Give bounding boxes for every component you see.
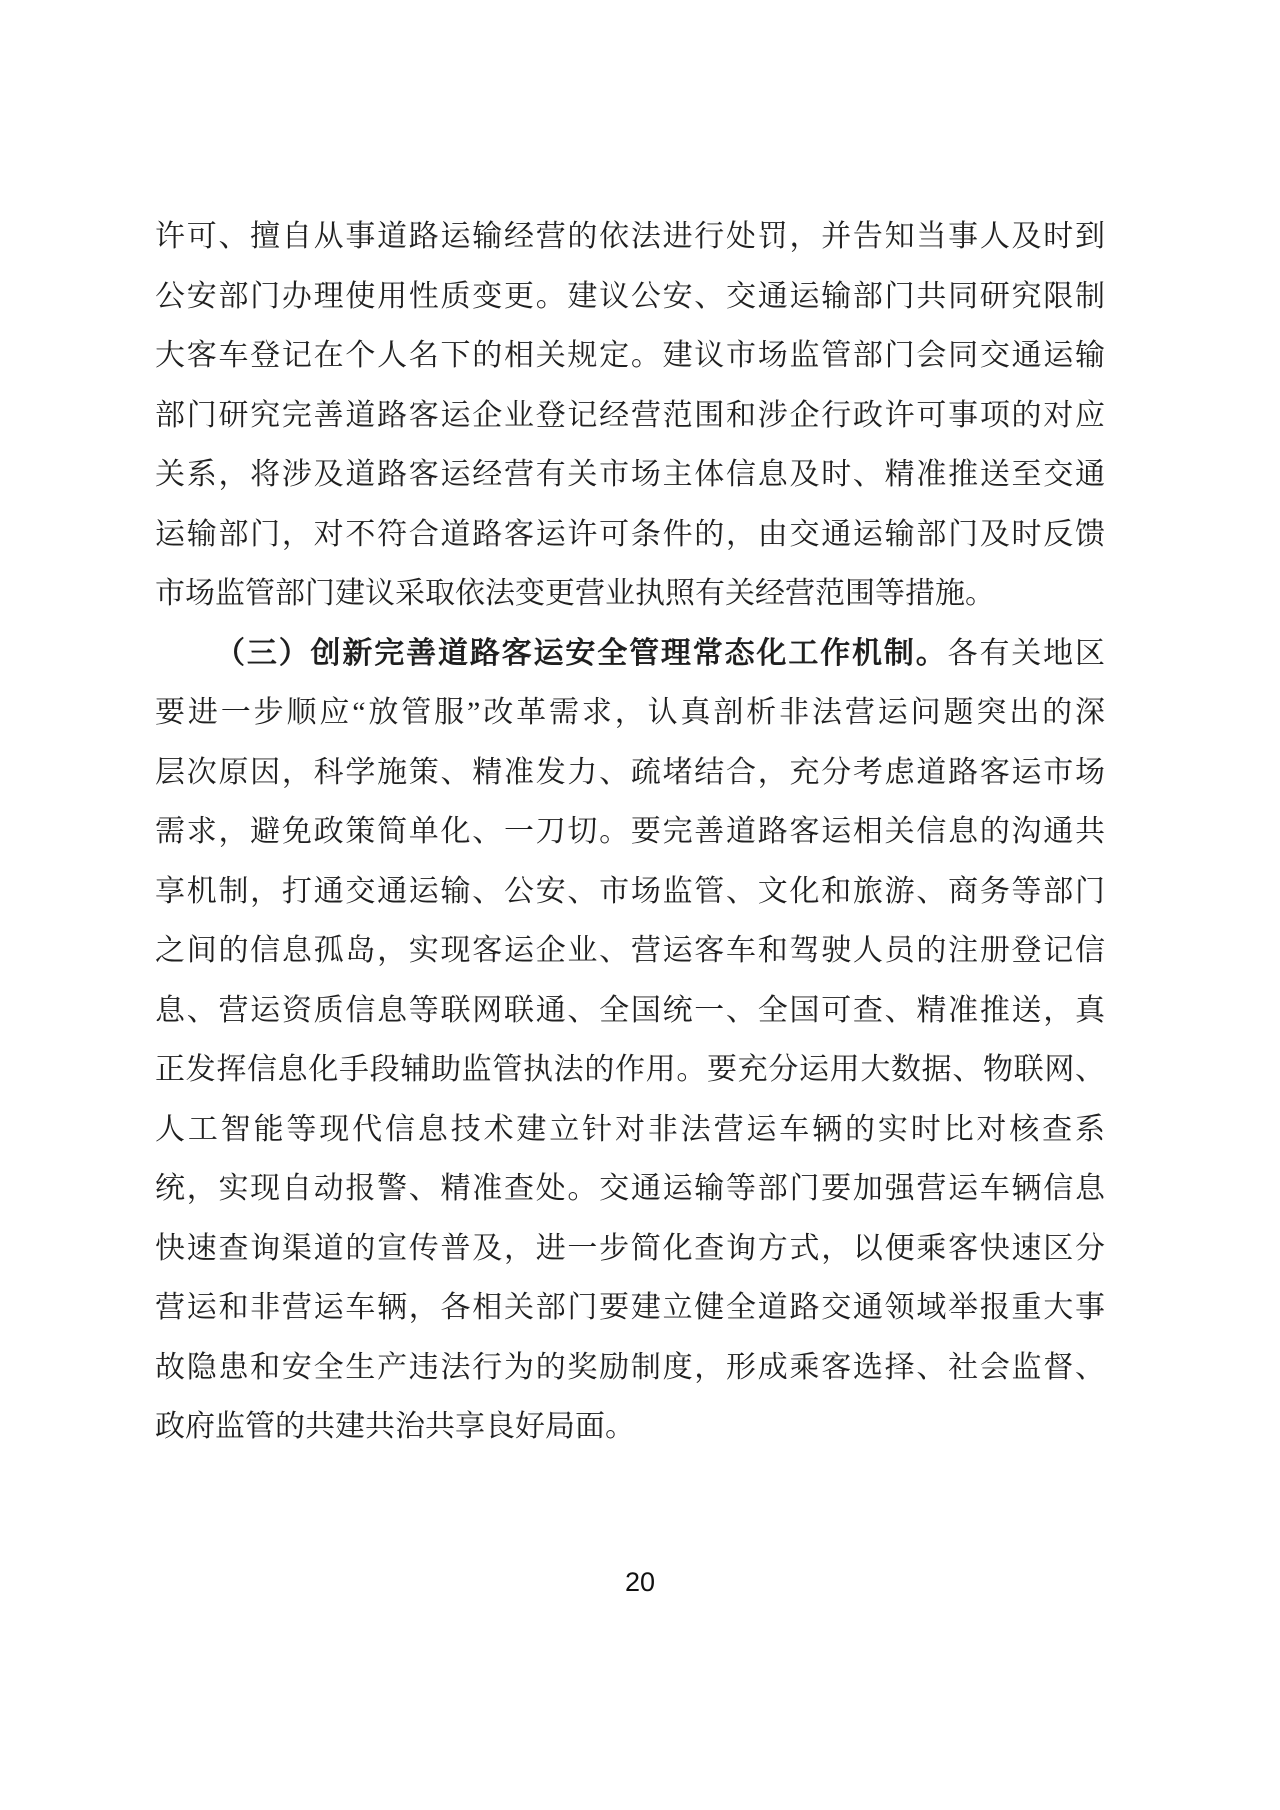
body-line: 要进一步顺应“放管服”改革需求，认真剖析非法营运问题突出的深 [155,696,1105,729]
body-line: 大客车登记在个人名下的相关规定。建议市场监管部门会同交通运输 [155,339,1105,372]
body-line: 需求，避免政策简单化、一刀切。要完善道路客运相关信息的沟通共 [155,815,1105,848]
body-line: 部门研究完善道路客运企业登记经营范围和涉企行政许可事项的对应 [155,398,1105,432]
text-block [155,207,1105,1457]
body-line: 息、营运资质信息等联网联通、全国统一、全国可查、精准推送，真 [155,993,1105,1027]
body-line: 之间的信息孤岛，实现客运企业、营运客车和驾驶人员的注册登记信 [155,934,1105,967]
body-line: 快速查询渠道的宣传普及，进一步简化查询方式，以便乘客快速区分 [155,1231,1105,1265]
body-line: 人工智能等现代信息技术建立针对非法营运车辆的实时比对核查系 [155,1112,1105,1146]
section-3-heading-tail: 各有关地区 [947,636,1105,670]
body-line: 运输部门，对不符合道路客运许可条件的，由交通运输部门及时反馈 [155,517,1105,551]
section-3-heading: （三）创新完善道路客运安全管理常态化工作机制。 [215,636,948,670]
body-line: 公安部门办理使用性质变更。建议公安、交通运输部门共同研究限制 [155,279,1105,313]
body-line: 关系，将涉及道路客运经营有关市场主体信息及时、精准推送至交通 [155,458,1105,491]
body-line: 层次原因，科学施策、精准发力、疏堵结合，充分考虑道路客运市场 [155,755,1105,789]
body-line: 许可、擅自从事道路运输经营的依法进行处罚，并告知当事人及时到 [155,220,1105,253]
body-line: 正发挥信息化手段辅助监管执法的作用。要充分运用大数据、物联网、 [155,1053,1105,1086]
section-3-heading-line [155,624,1105,684]
body-line: 营运和非营运车辆，各相关部门要建立健全道路交通领域举报重大事 [155,1291,1105,1324]
page-number: 20 [624,1567,656,1597]
body-line: 故隐患和安全生产违法行为的奖励制度，形成乘客选择、社会监督、 [155,1350,1105,1384]
body-line: 市场监管部门建议采取依法变更营业执照有关经营范围等措施。 [155,577,995,610]
body-line: 享机制，打通交通运输、公安、市场监管、文化和旅游、商务等部门 [155,874,1105,908]
body-line: 统，实现自动报警、精准查处。交通运输等部门要加强营运车辆信息 [155,1172,1105,1205]
body-line: 政府监管的共建共治共享良好局面。 [155,1410,635,1443]
